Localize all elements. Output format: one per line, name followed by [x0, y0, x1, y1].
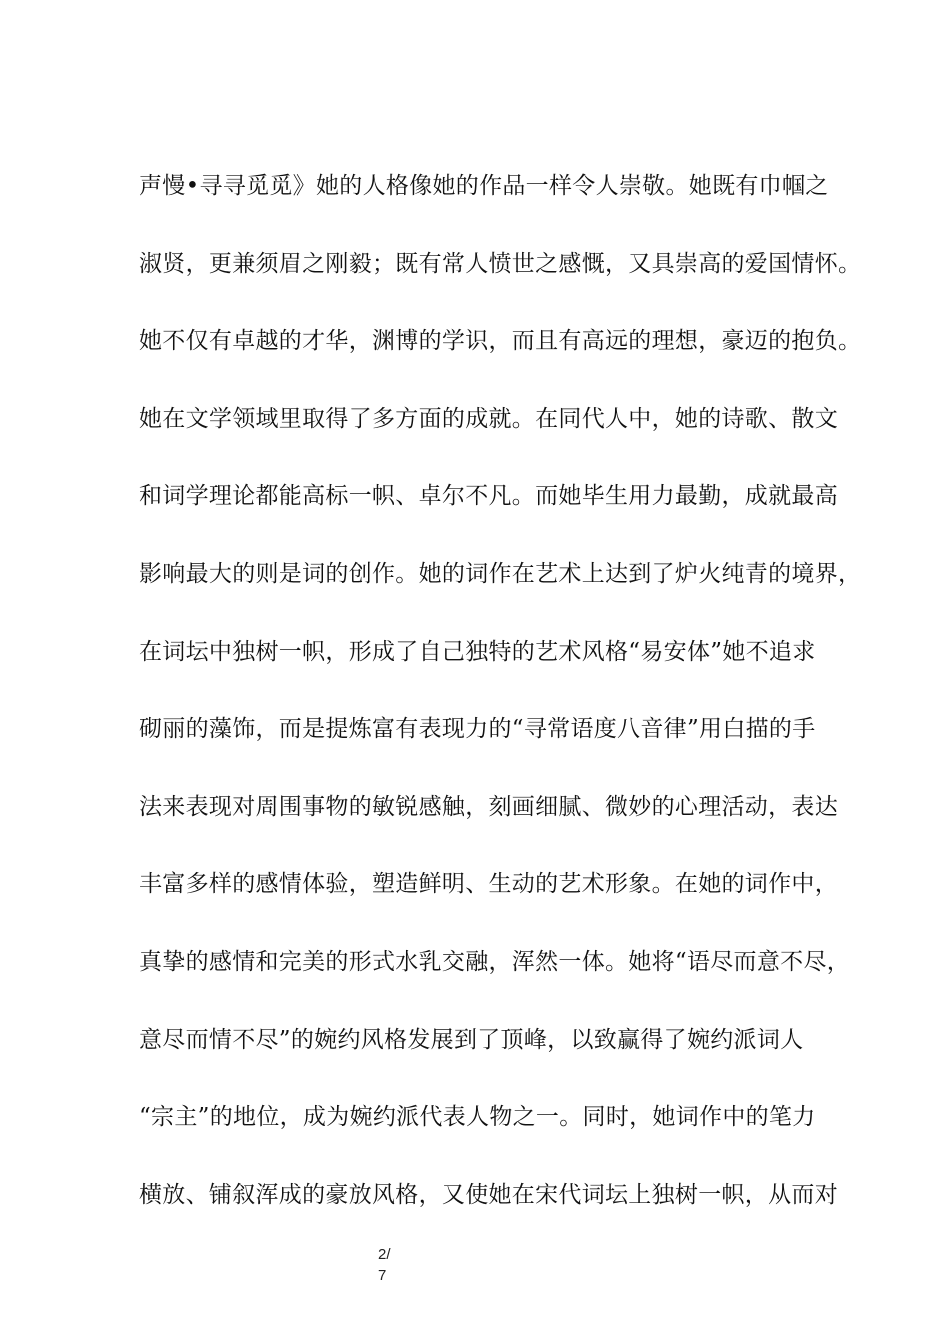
text-line: 和词学理论都能高标一帜、卓尔不凡。而她毕生用力最勤，成就最高 — [139, 483, 838, 510]
text-line: 意尽而情不尽”的婉约风格发展到了顶峰，以致赢得了婉约派词人 — [139, 1026, 804, 1053]
text-line: 丰富多样的感情体验，塑造鲜明、生动的艺术形象。在她的词作中， — [139, 871, 838, 898]
page-number — [378, 1244, 402, 1286]
page-number-current: 2/ — [378, 1246, 391, 1263]
text-line: 在词坛中独树一帜，形成了自己独特的艺术风格“易安体”她不追求 — [139, 638, 816, 665]
text-line: “宗主”的地位，成为婉约派代表人物之一。同时，她词作中的笔力 — [139, 1104, 816, 1131]
body-text — [139, 162, 862, 1248]
text-line: 横放、铺叙浑成的豪放风格，又使她在宋代词坛上独树一帜，从而对 — [139, 1181, 838, 1208]
text-line: 她在文学领域里取得了多方面的成就。在同代人中，她的诗歌、散文 — [139, 405, 838, 432]
text-line: 真挚的感情和完美的形式水乳交融，浑然一体。她将“语尽而意不尽， — [139, 948, 851, 975]
text-line: 影响最大的则是词的创作。她的词作在艺术上达到了炉火纯青的境界， — [139, 560, 862, 587]
text-line: 砌丽的藻饰，而是提炼富有表现力的“寻常语度八音律”用白描的手 — [139, 716, 816, 743]
text-line: 法来表现对周围事物的敏锐感触，刻画细腻、微妙的心理活动，表达 — [139, 793, 838, 820]
page-number-total: 7 — [378, 1267, 387, 1284]
text-line: 淑贤，更兼须眉之刚毅；既有常人愤世之感慨，又具崇高的爱国情怀。 — [139, 250, 862, 277]
text-line: 声慢•寻寻觅觅》她的人格像她的作品一样令人崇敬。她既有巾帼之 — [139, 173, 829, 199]
text-line: 她不仅有卓越的才华，渊博的学识，而且有高远的理想，豪迈的抱负。 — [139, 328, 862, 355]
